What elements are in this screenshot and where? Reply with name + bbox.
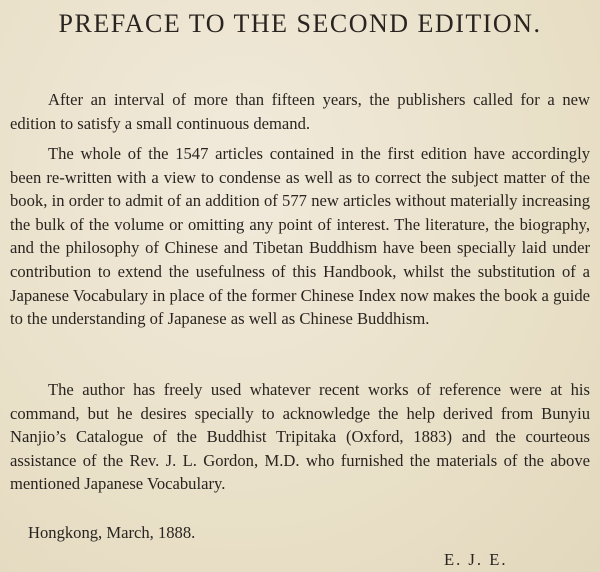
paragraph-2: The whole of the 1547 articles contained in the first edition have accordingly been re-written with a view to condense as well as to correct the subject matter of the book, in order to admit of an addition of 577 new articles without materially increasing the bulk of the volume or omitting any point of interest. The literature, the biography, and the philosophy of Chinese and Tibetan Buddhism have been specially laid under contribution to extend the usefulness of this Handbook, whilst the substitution of a Japanese Vocabulary in place of the former Chinese Index now makes the book a guide to the understanding of Japanese as well as Chinese Buddhism. <box>10 144 590 329</box>
place-and-date: Hongkong, March, 1888. <box>28 523 196 542</box>
author-initials: E. J. E. <box>444 550 508 569</box>
paragraph-1: After an interval of more than fifteen years, the publishers called for a new edition to satisfy a small continuous demand. <box>10 90 590 133</box>
paragraph-3: The author has freely used whatever recent works of reference were at his command, but he desires specially to acknowledge the help derived from Bunyiu Nanjio’s Catalogue of the Buddhist Tripitaka (Oxford, 1883) and the courteous assistance of the Rev. J. L. Gordon, M.D. who furnished the materials of the above mentioned Japanese Vocabulary. <box>10 380 590 494</box>
page-title: PREFACE TO THE SECOND EDITION. <box>58 9 542 38</box>
